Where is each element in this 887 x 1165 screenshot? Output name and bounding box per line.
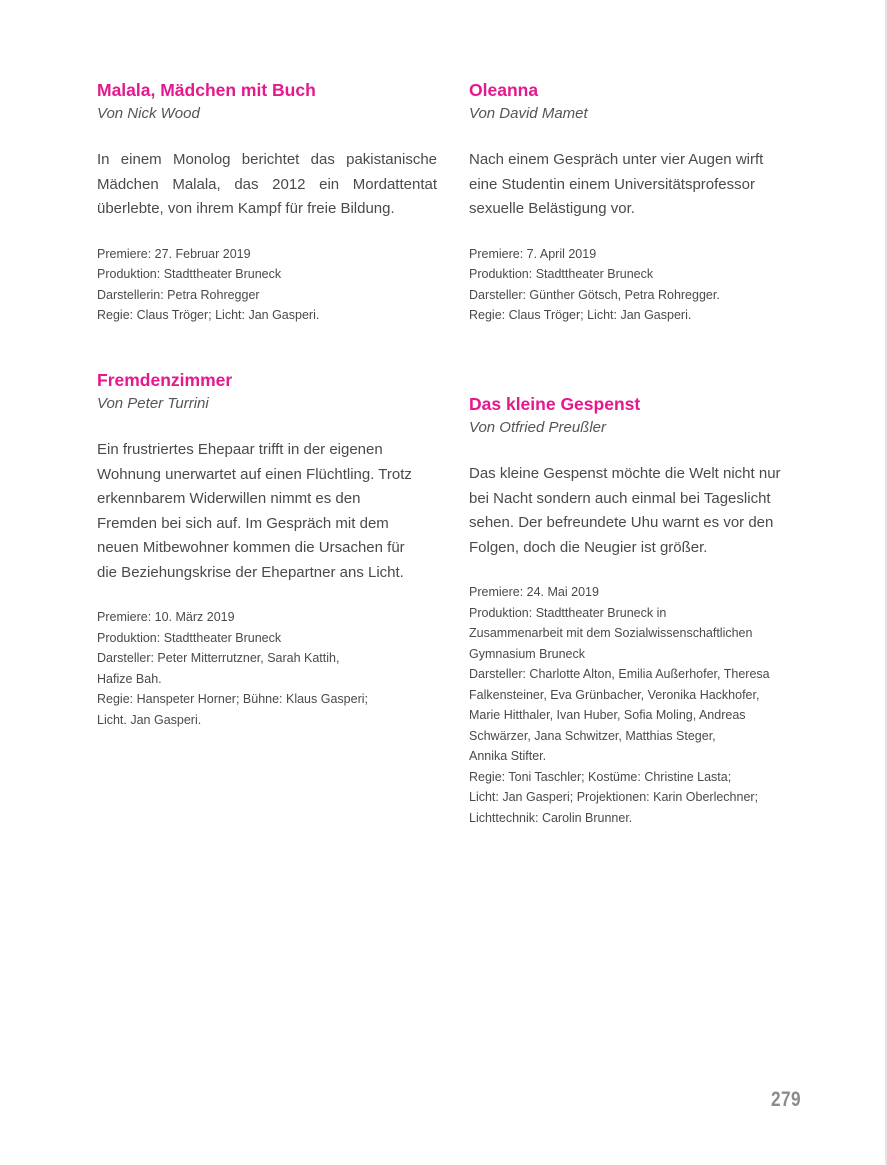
play-author: Von Nick Wood bbox=[97, 105, 200, 122]
credit-line: Premiere: 27. Februar 2019 bbox=[97, 246, 251, 261]
play-description: In einem Monolog berichtet das pakistanische Mädchen Malala, das 2012 ein Mordattentat überlebte, von ihrem Kampf für freie Bildung. bbox=[97, 151, 437, 217]
credit-line: Darsteller: Charlotte Alton, Emilia Außerhofer, Theresa bbox=[469, 667, 770, 681]
credit-line: Premiere: 7. April 2019 bbox=[469, 246, 597, 261]
play-description bbox=[469, 462, 814, 560]
play-credits bbox=[469, 582, 814, 828]
description-line: Nach einem Gespräch unter vier Augen wirft bbox=[469, 151, 764, 168]
play-entry-malala bbox=[97, 79, 442, 326]
credit-line: Licht. Jan Gasperi. bbox=[97, 712, 202, 727]
credit-line: Falkensteiner, Eva Grünbacher, Veronika Hackhofer, bbox=[469, 687, 760, 702]
play-credits bbox=[97, 244, 442, 326]
description-line: Wohnung unerwartet auf einen Flüchtling. Trotz bbox=[97, 465, 412, 483]
credit-line: Regie: Claus Tröger; Licht: Jan Gasperi. bbox=[97, 308, 320, 322]
description-line: erkennbarem Widerwillen nimmt es den bbox=[97, 490, 361, 507]
play-credits bbox=[469, 244, 814, 326]
credit-line: Zusammenarbeit mit dem Sozialwissenschaftlichen bbox=[469, 626, 753, 640]
credit-line: Darsteller: Peter Mitterrutzner, Sarah Kattih, bbox=[97, 651, 340, 665]
credit-line: Lichttechnik: Carolin Brunner. bbox=[469, 810, 633, 825]
credit-line: Marie Hitthaler, Ivan Huber, Sofia Moling, Andreas bbox=[469, 708, 746, 722]
play-credits bbox=[97, 607, 442, 730]
play-author: Von David Mamet bbox=[469, 105, 588, 122]
credit-line: Schwärzer, Jana Schwitzer, Matthias Steger, bbox=[469, 728, 716, 743]
credit-line: Produktion: Stadttheater Bruneck in bbox=[469, 605, 667, 620]
description-line: bei Nacht sondern auch einmal bei Tageslicht bbox=[469, 489, 771, 507]
play-title: Oleanna bbox=[469, 80, 539, 100]
play-title: Malala, Mädchen mit Buch bbox=[97, 80, 316, 100]
play-description bbox=[469, 148, 814, 222]
play-entry-fremdenzimmer bbox=[97, 369, 442, 730]
credit-line: Regie: Claus Tröger; Licht: Jan Gasperi. bbox=[469, 308, 692, 322]
credit-line: Darstellerin: Petra Rohregger bbox=[97, 287, 260, 302]
description-line: neuen Mitbewohner kommen die Ursachen für bbox=[97, 539, 405, 556]
description-line: Folgen, doch die Neugier ist größer. bbox=[469, 538, 708, 556]
credit-line: Darsteller: Günther Götsch, Petra Rohregger. bbox=[469, 287, 720, 302]
credit-line: Premiere: 10. März 2019 bbox=[97, 610, 235, 624]
credit-line: Annika Stifter. bbox=[469, 749, 547, 763]
play-entry-oleanna bbox=[469, 79, 814, 326]
credit-line: Gymnasium Bruneck bbox=[469, 646, 586, 661]
credit-line: Licht: Jan Gasperi; Projektionen: Karin Oberlechner; bbox=[469, 790, 759, 804]
play-author: Von Peter Turrini bbox=[97, 395, 209, 412]
description-line: eine Studentin einem Universitätsprofessor bbox=[469, 175, 755, 193]
credit-line: Produktion: Stadttheater Bruneck bbox=[469, 267, 654, 281]
description-line: sehen. Der befreundete Uhu warnt es vor den bbox=[469, 514, 774, 531]
play-title: Fremdenzimmer bbox=[97, 370, 233, 390]
description-line: Fremden bei sich auf. Im Gespräch mit dem bbox=[97, 514, 389, 532]
credit-line: Hafize Bah. bbox=[97, 671, 162, 686]
description-line: Das kleine Gespenst möchte die Welt nicht nur bbox=[469, 465, 781, 482]
description-line: sexuelle Belästigung vor. bbox=[469, 200, 635, 217]
credit-line: Produktion: Stadttheater Bruneck bbox=[97, 267, 282, 281]
credit-line: Produktion: Stadttheater Bruneck bbox=[97, 630, 282, 645]
credit-line: Premiere: 24. Mai 2019 bbox=[469, 585, 599, 599]
credit-line: Regie: Toni Taschler; Kostüme: Christine Lasta; bbox=[469, 769, 732, 784]
play-description bbox=[97, 438, 442, 585]
credit-line: Regie: Hanspeter Horner; Bühne: Klaus Gasperi; bbox=[97, 692, 368, 706]
play-entry-das-kleine-gespenst bbox=[469, 393, 814, 828]
play-author: Von Otfried Preußler bbox=[469, 419, 606, 436]
page-number: 279 bbox=[771, 1088, 801, 1111]
description-line: Ein frustriertes Ehepaar trifft in der eigenen bbox=[97, 441, 383, 458]
description-line: die Beziehungskrise der Ehepartner ans Licht. bbox=[97, 563, 404, 581]
play-title: Das kleine Gespenst bbox=[469, 394, 641, 414]
